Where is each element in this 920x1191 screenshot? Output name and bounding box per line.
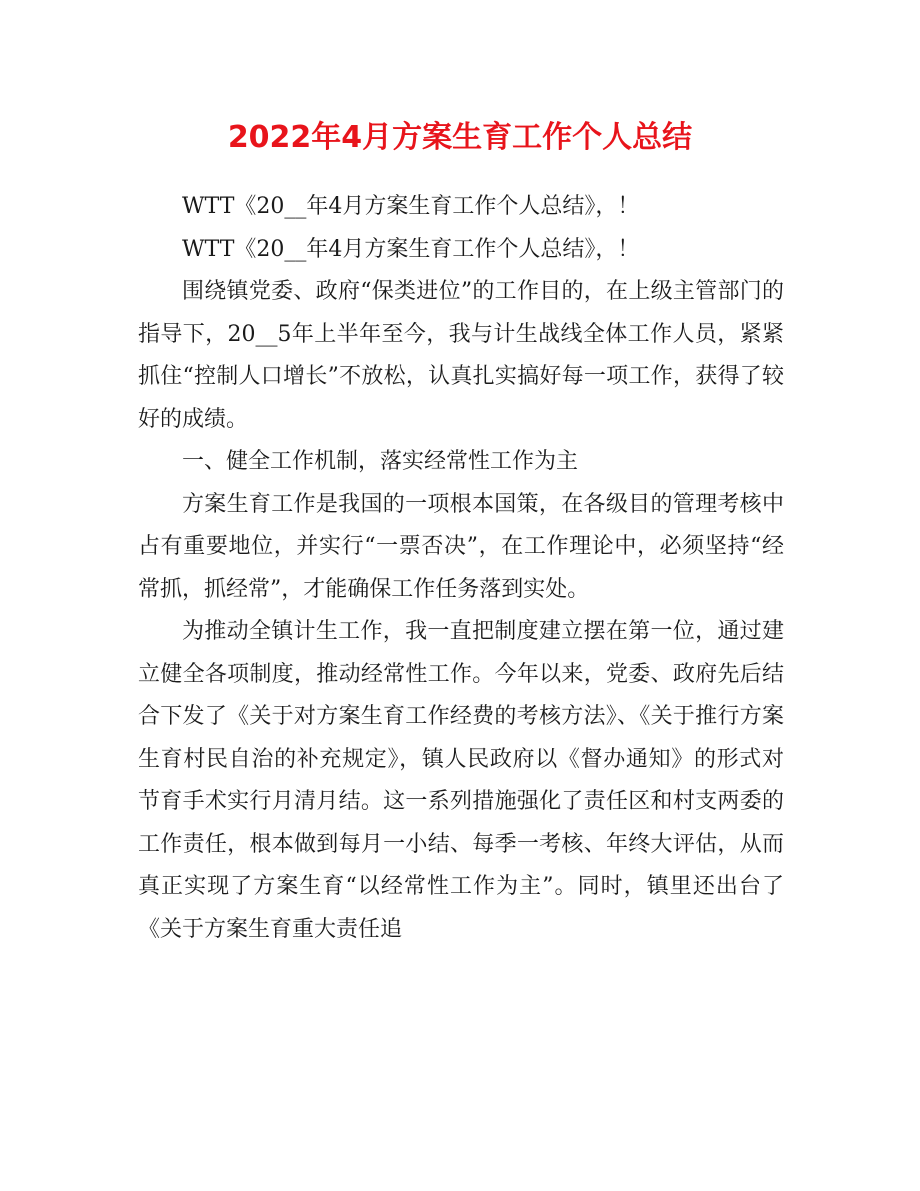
document-title: 2022年4月方案生育工作个人总结: [227, 120, 693, 155]
paragraph-policy: 方案生育工作是我国的一项根本国策，在各级目的管理考核中占有重要地位，并实行“一票否决”，在工作理论中，必须坚持“经常抓，抓经常”，才能确保工作任务落到实处。: [138, 491, 784, 602]
intro-line-2: WTT《20__年4月方案生育工作个人总结》，！: [182, 236, 640, 262]
paragraph-overview: 围绕镇党委、政府“保类进位”的工作目的，在上级主管部门的指导下，20__5年上半年至今，我与计生战线全体工作人员，紧紧抓住“控制人口增长”不放松，认真扎实搞好每一项工作，获得了较好的成绩。: [138, 279, 784, 432]
document-body: [138, 186, 784, 951]
section-heading-1: 一、健全工作机制，落实经常性工作为主: [182, 449, 579, 474]
paragraph-measures: 为推动全镇计生工作，我一直把制度建立摆在第一位，通过建立健全各项制度，推动经常性工作。今年以来，党委、政府先后结合下发了《关于对方案生育工作经费的考核方法》、《关于推行方案生育村民自治的补充规定》，镇人民政府以《督办通知》的形式对节育手术实行月清月结。这一系列措施强化了责任区和村支两委的工作责任，根本做到每月一小结、每季一考核、年终大评估，从而真正实现了方案生育“以经常性工作为主”。同时，镇里还出台了《关于方案生育重大责任追: [138, 619, 784, 942]
intro-line-1: WTT《20__年4月方案生育工作个人总结》，！: [182, 194, 640, 219]
